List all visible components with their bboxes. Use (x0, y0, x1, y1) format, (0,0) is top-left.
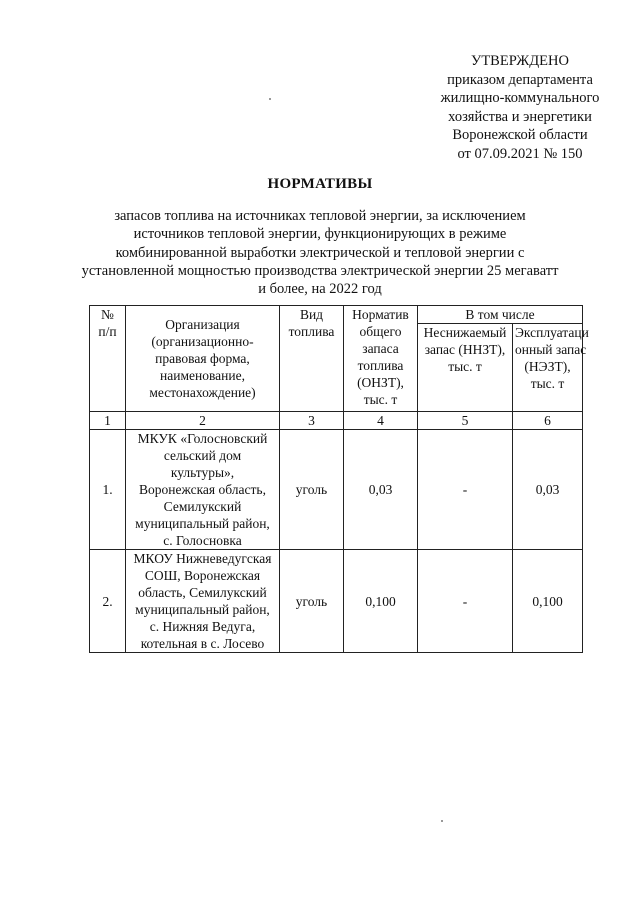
row-num: 1. (90, 430, 126, 550)
header-nnzt: Неснижаемый запас (ННЗТ), тыс. т (418, 324, 513, 412)
column-number-row (90, 412, 583, 430)
approval-line: жилищно-коммунального (440, 90, 600, 106)
table-row (90, 430, 583, 550)
column-number: 2 (126, 412, 280, 430)
scan-speck (441, 820, 443, 822)
row-nnzt: - (418, 430, 513, 550)
approval-date: от 07.09.2021 № 150 (457, 145, 583, 162)
scan-speck (269, 98, 271, 100)
row-nezt: 0,100 (513, 550, 583, 653)
approval-line: приказом департамента (447, 71, 593, 88)
header-row (90, 306, 583, 324)
row-nnzt: - (418, 550, 513, 653)
header-num: № п/п (90, 306, 126, 412)
row-num: 2. (90, 550, 126, 653)
row-organization: МКОУ Нижневедугская СОШ, Воронежская область, Семилукский муниципальный район, с. Нижняя Ведуга, котельная в с. Лосево (126, 550, 280, 653)
approval-stamp (420, 52, 620, 163)
header-organization: Организация (организационно- правовая форма, наименование, местонахождение) (126, 306, 280, 412)
subtitle-line: и более, на 2022 год (258, 281, 382, 298)
row-fuel: уголь (280, 550, 344, 653)
column-number: 3 (280, 412, 344, 430)
approval-heading: УТВЕРЖДЕНО (471, 53, 569, 69)
row-fuel: уголь (280, 430, 344, 550)
header-including: В том числе (418, 306, 583, 324)
subtitle-line: источников тепловой энергии, функционирующих в режиме (133, 226, 507, 243)
subtitle-line: установленной мощностью производства электрической энергии 25 мегаватт (81, 262, 559, 279)
row-organization: МКУК «Голосновский сельский дом культуры», Воронежская область, Семилукский муниципальный район, с. Голосновка (126, 430, 280, 550)
header-total-reserve: Норматив общего запаса топлива (ОНЗТ), тыс. т (344, 306, 418, 412)
column-number: 4 (344, 412, 418, 430)
row-nezt: 0,03 (513, 430, 583, 550)
approval-line: хозяйства и энергетики (448, 108, 592, 125)
column-number: 1 (90, 412, 126, 430)
norms-table (89, 305, 589, 653)
row-total: 0,03 (344, 430, 418, 550)
approval-line: Воронежской области (452, 127, 588, 143)
table-row (90, 550, 583, 653)
header-nezt: Эксплуатаци онный запас (НЭЗТ), тыс. т (513, 324, 583, 412)
row-total: 0,100 (344, 550, 418, 653)
document-title: НОРМАТИВЫ (267, 176, 373, 192)
column-number: 5 (418, 412, 513, 430)
column-number: 6 (513, 412, 583, 430)
document-subtitle (20, 207, 620, 298)
subtitle-line: запасов топлива на источниках тепловой энергии, за исключением (114, 208, 526, 224)
header-fuel-type: Вид топлива (280, 306, 344, 412)
subtitle-line: комбинированной выработки электрической и тепловой энергии с (115, 244, 525, 261)
